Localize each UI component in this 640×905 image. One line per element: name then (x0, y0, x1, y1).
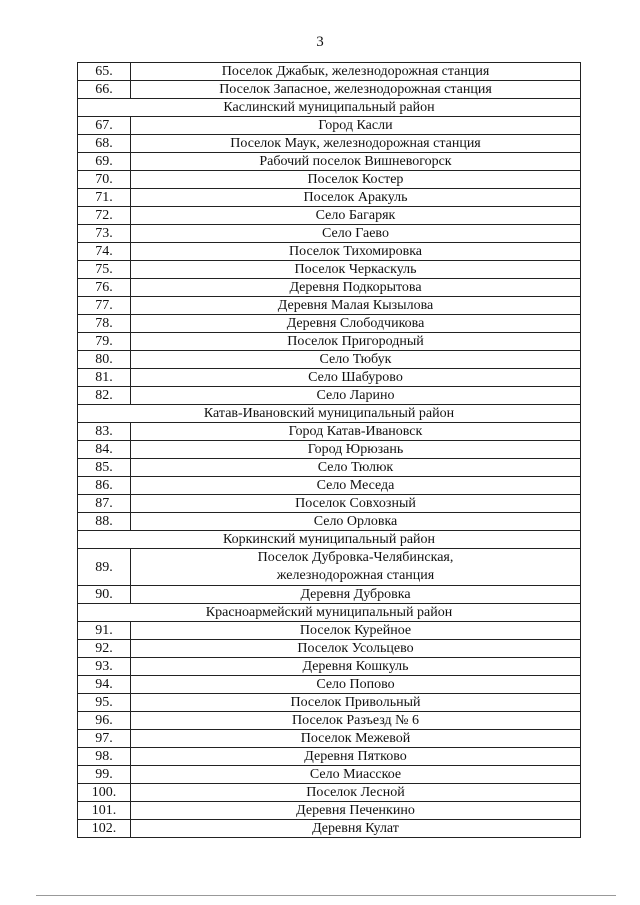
row-number: 98. (78, 748, 131, 766)
settlement-name: Поселок Разъезд № 6 (131, 712, 581, 730)
settlement-name: Деревня Кошкуль (131, 658, 581, 676)
row-number: 75. (78, 261, 131, 279)
table-row (78, 423, 581, 441)
row-number: 70. (78, 171, 131, 189)
table-row (78, 748, 581, 766)
row-number: 94. (78, 676, 131, 694)
table-row (78, 117, 581, 135)
table-row (78, 622, 581, 640)
table-row (78, 676, 581, 694)
settlements-table-body (78, 63, 581, 838)
table-row (78, 694, 581, 712)
settlement-name: Село Шабурово (131, 369, 581, 387)
table-row (78, 820, 581, 838)
settlement-name: Село Гаево (131, 225, 581, 243)
settlement-name: Поселок Усольцево (131, 640, 581, 658)
row-number: 81. (78, 369, 131, 387)
table-row (78, 387, 581, 405)
settlement-name-line-1: Поселок Дубровка-Челябинская, (257, 550, 454, 565)
row-number: 100. (78, 784, 131, 802)
settlement-name: Деревня Дубровка (131, 586, 581, 604)
settlement-name-line-2: железнодорожная станция (276, 568, 435, 583)
settlement-name: Деревня Кулат (131, 820, 581, 838)
settlement-name: Село Ларино (131, 387, 581, 405)
table-row (78, 640, 581, 658)
table-row (78, 369, 581, 387)
district-name: Катав-Ивановский муниципальный район (78, 405, 581, 423)
district-header-row (78, 405, 581, 423)
settlement-name: Рабочий поселок Вишневогорск (131, 153, 581, 171)
row-number: 93. (78, 658, 131, 676)
table-row (78, 261, 581, 279)
settlement-name: Село Орловка (131, 513, 581, 531)
district-name: Коркинский муниципальный район (78, 531, 581, 549)
row-number: 85. (78, 459, 131, 477)
row-number: 66. (78, 81, 131, 99)
bottom-rule (36, 895, 616, 896)
table-row (78, 135, 581, 153)
district-name: Красноармейский муниципальный район (78, 604, 581, 622)
table-row (78, 513, 581, 531)
row-number: 101. (78, 802, 131, 820)
table-row (78, 333, 581, 351)
settlement-name: Поселок Запасное, железнодорожная станция (131, 81, 581, 99)
settlement-name: Город Катав-Ивановск (131, 423, 581, 441)
settlement-name: Поселок Лесной (131, 784, 581, 802)
row-number: 78. (78, 315, 131, 333)
settlement-name: Поселок Тихомировка (131, 243, 581, 261)
row-number: 99. (78, 766, 131, 784)
table-row (78, 658, 581, 676)
settlement-name: Деревня Подкорытова (131, 279, 581, 297)
table-row (78, 477, 581, 495)
row-number: 76. (78, 279, 131, 297)
table-row (78, 153, 581, 171)
district-header-row (78, 604, 581, 622)
row-number: 74. (78, 243, 131, 261)
table-row (78, 495, 581, 513)
settlement-name: Деревня Малая Кызылова (131, 297, 581, 315)
district-name: Каслинский муниципальный район (78, 99, 581, 117)
row-number: 90. (78, 586, 131, 604)
row-number: 96. (78, 712, 131, 730)
row-number: 80. (78, 351, 131, 369)
row-number: 69. (78, 153, 131, 171)
row-number: 91. (78, 622, 131, 640)
settlement-name: Поселок Межевой (131, 730, 581, 748)
table-row (78, 586, 581, 604)
table-row (78, 297, 581, 315)
table-row (78, 189, 581, 207)
table-row (78, 802, 581, 820)
row-number: 97. (78, 730, 131, 748)
table-row (78, 279, 581, 297)
table-row (78, 784, 581, 802)
row-number: 87. (78, 495, 131, 513)
row-number: 68. (78, 135, 131, 153)
table-row (78, 351, 581, 369)
settlement-name: Поселок Черкаскуль (131, 261, 581, 279)
row-number: 89. (78, 549, 131, 586)
settlement-name: Деревня Слободчикова (131, 315, 581, 333)
row-number: 84. (78, 441, 131, 459)
settlement-name (131, 549, 581, 586)
row-number: 65. (78, 63, 131, 81)
settlement-name: Поселок Костер (131, 171, 581, 189)
settlement-name: Поселок Курейное (131, 622, 581, 640)
table-row (78, 441, 581, 459)
row-number: 71. (78, 189, 131, 207)
settlement-name: Село Меседа (131, 477, 581, 495)
settlement-name: Поселок Совхозный (131, 495, 581, 513)
row-number: 82. (78, 387, 131, 405)
row-number: 95. (78, 694, 131, 712)
table-row (78, 459, 581, 477)
row-number: 77. (78, 297, 131, 315)
table-row (78, 730, 581, 748)
table-row (78, 63, 581, 81)
row-number: 67. (78, 117, 131, 135)
district-header-row (78, 531, 581, 549)
row-number: 102. (78, 820, 131, 838)
settlement-name: Поселок Маук, железнодорожная станция (131, 135, 581, 153)
table-row (78, 171, 581, 189)
district-header-row (78, 99, 581, 117)
settlement-name: Город Касли (131, 117, 581, 135)
settlement-name: Поселок Аракуль (131, 189, 581, 207)
row-number: 86. (78, 477, 131, 495)
row-number: 79. (78, 333, 131, 351)
settlement-name: Село Тюбук (131, 351, 581, 369)
settlement-name: Деревня Пятково (131, 748, 581, 766)
settlement-name: Поселок Джабык, железнодорожная станция (131, 63, 581, 81)
row-number: 92. (78, 640, 131, 658)
table-row (78, 712, 581, 730)
page-number: 3 (316, 34, 324, 50)
settlement-name: Поселок Привольный (131, 694, 581, 712)
row-number: 88. (78, 513, 131, 531)
table-row (78, 315, 581, 333)
settlement-name: Село Миасское (131, 766, 581, 784)
settlement-name: Село Тюлюк (131, 459, 581, 477)
table-row (78, 81, 581, 99)
settlement-name: Село Багаряк (131, 207, 581, 225)
table-row (78, 225, 581, 243)
settlement-name: Поселок Пригородный (131, 333, 581, 351)
row-number: 72. (78, 207, 131, 225)
settlement-name: Город Юрюзань (131, 441, 581, 459)
table-row (78, 549, 581, 586)
table-row (78, 207, 581, 225)
settlement-name: Деревня Печенкино (131, 802, 581, 820)
settlements-table (77, 62, 581, 838)
row-number: 73. (78, 225, 131, 243)
settlement-name: Село Попово (131, 676, 581, 694)
table-row (78, 766, 581, 784)
table-row (78, 243, 581, 261)
row-number: 83. (78, 423, 131, 441)
